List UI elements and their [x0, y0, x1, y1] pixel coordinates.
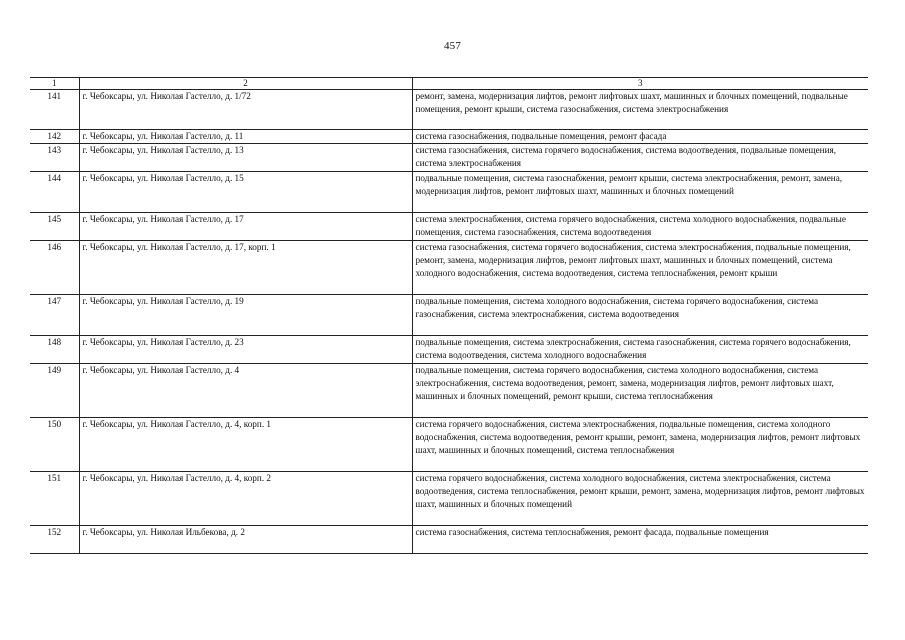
row-address: г. Чебоксары, ул. Николая Гастелло, д. 4, корп. 2	[79, 471, 412, 525]
row-number: 142	[30, 130, 79, 144]
row-address: г. Чебоксары, ул. Николая Гастелло, д. 4, корп. 1	[79, 417, 412, 471]
row-address: г. Чебоксары, ул. Николая Гастелло, д. 11	[79, 130, 412, 144]
row-number: 151	[30, 471, 79, 525]
row-works: система газоснабжения, подвальные помещения, ремонт фасада	[412, 130, 868, 144]
table-row	[30, 212, 868, 240]
table-row	[30, 144, 868, 171]
row-address: г. Чебоксары, ул. Николая Гастелло, д. 4	[79, 363, 412, 417]
page-number: 457	[443, 40, 462, 52]
table-row	[30, 525, 868, 553]
header-col-address: 2	[79, 78, 412, 90]
row-address: г. Чебоксары, ул. Николая Гастелло, д. 17	[79, 212, 412, 240]
row-works: система горячего водоснабжения, система холодного водоснабжения, система электроснабжения, система водоотведения, система теплоснабжения, ремонт крыши, ремонт, замена, модернизация лифтов, ремонт лифтовых шахт, машинных и блочных помещений	[412, 471, 868, 525]
table-row	[30, 171, 868, 212]
table-row	[30, 363, 868, 417]
row-works: подвальные помещения, система холодного водоснабжения, система горячего водоснабжения, система газоснабжения, система электроснабжения, система водоотведения	[412, 294, 868, 335]
table-row	[30, 240, 868, 294]
row-works: система газоснабжения, система теплоснабжения, ремонт фасада, подвальные помещения	[412, 525, 868, 553]
table-row	[30, 130, 868, 144]
table-row	[30, 90, 868, 130]
row-address: г. Чебоксары, ул. Николая Гастелло, д. 1/72	[79, 90, 412, 130]
row-address: г. Чебоксары, ул. Николая Гастелло, д. 17, корп. 1	[79, 240, 412, 294]
table-row	[30, 471, 868, 525]
row-number: 144	[30, 171, 79, 212]
row-works: подвальные помещения, система электроснабжения, система газоснабжения, система горячего водоснабжения, система водоотведения, система холодного водоснабжения	[412, 335, 868, 363]
row-works: ремонт, замена, модернизация лифтов, ремонт лифтовых шахт, машинных и блочных помещений, подвальные помещения, ремонт крыши, система газоснабжения, система электроснабжения	[412, 90, 868, 130]
row-address: г. Чебоксары, ул. Николая Гастелло, д. 15	[79, 171, 412, 212]
table-row	[30, 417, 868, 471]
row-address: г. Чебоксары, ул. Николая Ильбекова, д. 2	[79, 525, 412, 553]
row-number: 143	[30, 144, 79, 171]
row-works: система газоснабжения, система горячего водоснабжения, система электроснабжения, подвальные помещения, ремонт, замена, модернизация лифтов, ремонт лифтовых шахт, машинных и блочных помещений, система холодного водоснабжения, система водоотведения, система теплоснабжения, ремонт крыши	[412, 240, 868, 294]
row-address: г. Чебоксары, ул. Николая Гастелло, д. 23	[79, 335, 412, 363]
row-address: г. Чебоксары, ул. Николая Гастелло, д. 19	[79, 294, 412, 335]
row-works: система газоснабжения, система горячего водоснабжения, система водоотведения, подвальные помещения, система электроснабжения	[412, 144, 868, 171]
row-works: подвальные помещения, система газоснабжения, ремонт крыши, система электроснабжения, ремонт, замена, модернизация лифтов, ремонт лифтовых шахт, машинных и блочных помещений	[412, 171, 868, 212]
table-body	[30, 90, 868, 554]
header-col-works: 3	[412, 78, 868, 90]
row-number: 145	[30, 212, 79, 240]
row-works: подвальные помещения, система горячего водоснабжения, система холодного водоснабжения, система электроснабжения, система водоотведения, ремонт, замена, модернизация лифтов, ремонт лифтовых шахт, машинных и блочных помещений, ремонт крыши, система теплоснабжения	[412, 363, 868, 417]
housing-works-table	[30, 77, 868, 554]
row-number: 141	[30, 90, 79, 130]
row-number: 150	[30, 417, 79, 471]
table-row	[30, 294, 868, 335]
row-number: 148	[30, 335, 79, 363]
header-col-number: 1	[30, 78, 79, 90]
table-header	[30, 78, 868, 90]
row-number: 149	[30, 363, 79, 417]
row-number: 152	[30, 525, 79, 553]
row-number: 147	[30, 294, 79, 335]
header-row	[30, 78, 868, 90]
row-address: г. Чебоксары, ул. Николая Гастелло, д. 13	[79, 144, 412, 171]
table-row	[30, 335, 868, 363]
row-works: система горячего водоснабжения, система электроснабжения, подвальные помещения, система холодного водоснабжения, система водоотведения, ремонт крыши, ремонт, замена, модернизация лифтов, ремонт лифтовых шахт, машинных и блочных помещений, система теплоснабжения	[412, 417, 868, 471]
row-works: система электроснабжения, система горячего водоснабжения, система холодного водоснабжения, подвальные помещения, система газоснабжения, система водоотведения	[412, 212, 868, 240]
row-number: 146	[30, 240, 79, 294]
